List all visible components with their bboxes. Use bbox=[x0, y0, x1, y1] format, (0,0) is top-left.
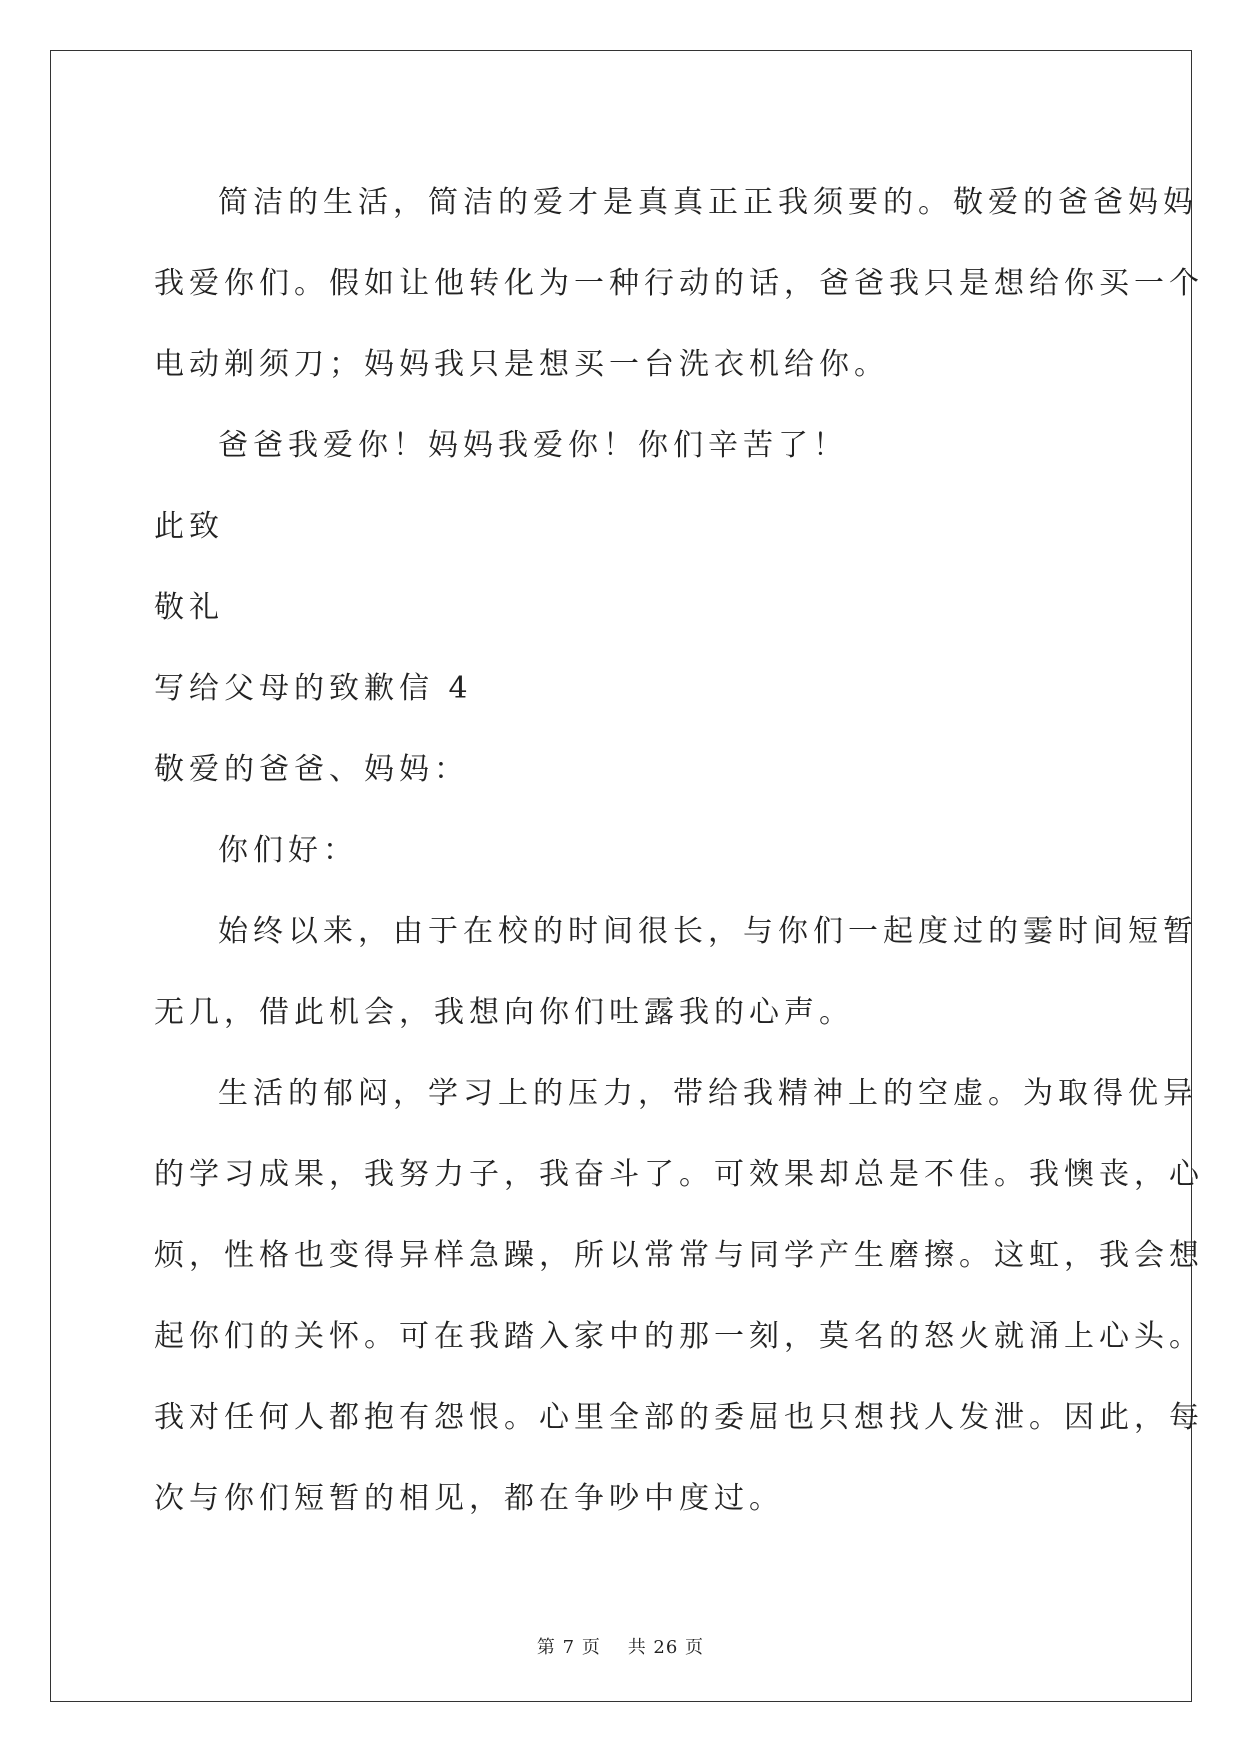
greeting: 你们好： bbox=[218, 833, 358, 868]
paragraph-line: 电动剃须刀；妈妈我只是想买一台洗衣机给你。 bbox=[154, 347, 889, 382]
page-footer bbox=[0, 1633, 1241, 1659]
closing-line: 此致 bbox=[154, 509, 224, 544]
paragraph-line: 始终以来，由于在校的时间很长，与你们一起度过的霎时间短暂 bbox=[218, 914, 1198, 949]
page-number: 第 7 页 共 26 页 bbox=[536, 1637, 705, 1658]
paragraph-line: 无几，借此机会，我想向你们吐露我的心声。 bbox=[154, 995, 854, 1030]
paragraph-line: 起你们的关怀。可在我踏入家中的那一刻，莫名的怒火就涌上心头。 bbox=[154, 1319, 1204, 1354]
paragraph-line: 次与你们短暂的相见，都在争吵中度过。 bbox=[154, 1481, 784, 1516]
paragraph-line: 的学习成果，我努力子，我奋斗了。可效果却总是不佳。我懊丧，心 bbox=[154, 1157, 1204, 1192]
paragraph-line: 爸爸我爱你！妈妈我爱你！你们辛苦了！ bbox=[218, 428, 848, 463]
paragraph-line: 我爱你们。假如让他转化为一种行动的话，爸爸我只是想给你买一个 bbox=[154, 266, 1204, 301]
letter-title: 写给父母的致歉信 4 bbox=[154, 671, 473, 706]
paragraph-line: 烦，性格也变得异样急躁，所以常常与同学产生磨擦。这虹，我会想 bbox=[154, 1238, 1204, 1273]
salutation: 敬爱的爸爸、妈妈： bbox=[154, 752, 469, 787]
paragraph-line: 简洁的生活，简洁的爱才是真真正正我须要的。敬爱的爸爸妈妈 bbox=[218, 185, 1198, 220]
closing-line: 敬礼 bbox=[154, 590, 224, 625]
document-body bbox=[154, 162, 1204, 1539]
paragraph-line: 我对任何人都抱有怨恨。心里全部的委屈也只想找人发泄。因此，每 bbox=[154, 1400, 1204, 1435]
paragraph-line: 生活的郁闷，学习上的压力，带给我精神上的空虚。为取得优异 bbox=[218, 1076, 1198, 1111]
